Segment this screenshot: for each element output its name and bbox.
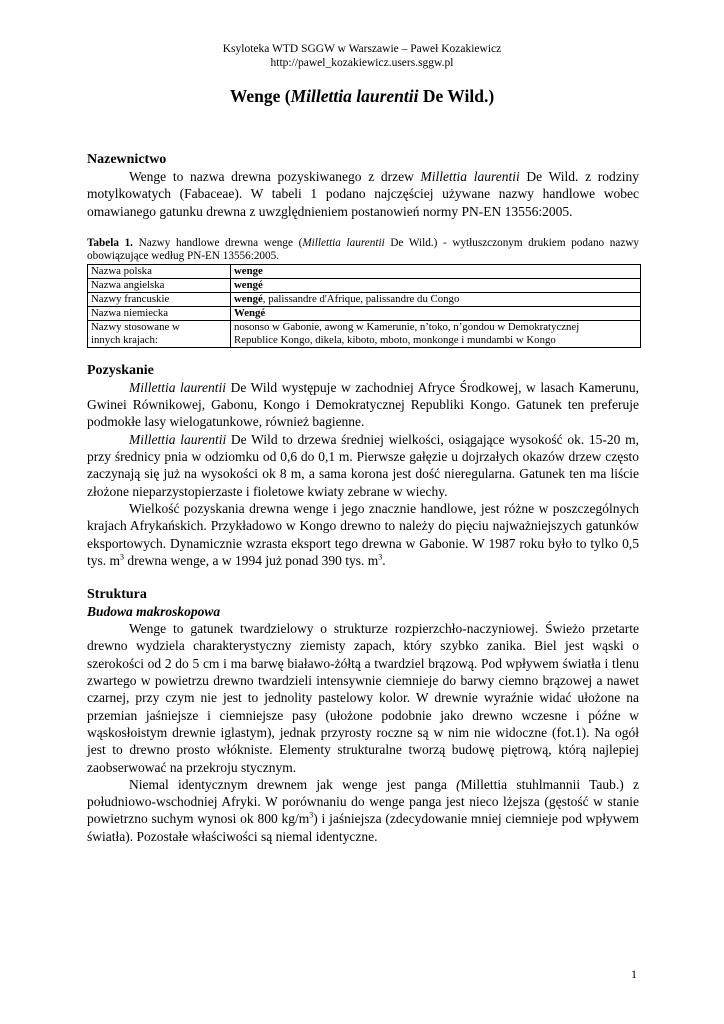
section-heading-pozyskanie: Pozyskanie	[87, 362, 154, 378]
text-run: ) i jaśniejsza (zdecydowanie mniej ciemnieje pod wpływem światła). Pozostałe właściwości są niemal identyczne.	[87, 811, 640, 844]
table-cell-value	[231, 320, 641, 347]
table-caption	[87, 237, 639, 263]
title-author: De Wild.)	[418, 86, 495, 106]
table-cell-label: Nazwy francuskie	[88, 292, 231, 306]
superscript: 3	[309, 810, 314, 820]
official-name: Wengé	[234, 306, 266, 319]
paragraph	[87, 379, 639, 431]
table-row	[88, 320, 641, 347]
table-row	[88, 292, 641, 306]
caption-label: Tabela 1.	[87, 236, 133, 249]
text-run: .	[382, 552, 386, 568]
text-run: Wenge to nazwa drewna pozyskiwanego z drzew	[129, 169, 421, 184]
paragraph	[87, 168, 639, 220]
header-line-1: Ksyloteka WTD SGGW w Warszawie – Paweł Kozakiewicz	[222, 43, 502, 55]
table-row	[88, 306, 641, 320]
latin-name: Millettia laurentii	[129, 379, 227, 395]
document-title	[0, 85, 724, 107]
paragraph	[87, 431, 639, 500]
text-run: Nazwy handlowe drewna wenge (	[132, 236, 303, 249]
superscript: 3	[120, 552, 125, 562]
text-run: De Wild występuje w zachodniej Afryce Środkowej, w lasach Kamerunu, Gwinei Równikowej, Gabonu, Kongo i Demokratycznej Republiki Kongo. Gatunek ten preferuje podmokłe lasy wielogatunkowe, również bagienne.	[87, 379, 640, 430]
table-row	[88, 264, 641, 278]
official-name: wengé	[234, 292, 263, 305]
title-text: Wenge (	[229, 86, 291, 106]
table-cell-label: Nazwa niemiecka	[88, 306, 231, 320]
value-line: nosonso w Gabonie, awong w Kamerunie, n’toko, n’gondou w Demokratycznej	[234, 320, 580, 333]
other-names: , palissandre d'Afrique, palissandre du Congo	[262, 292, 460, 305]
text-run: De Wild. z rodziny motylkowatych (Fabaceae). W tabeli 1 podano najczęściej używane nazwy handlowe wobec omawianego gatunku drewna z uwzględnieniem postanowień normy PN-EN 13556:2005.	[87, 169, 639, 219]
text-run: De Wild.) - wytłuszczonym drukiem podano nazwy obowiązujące według PN-EN 13556:2005.	[87, 236, 640, 262]
section-heading-nazewnictwo: Nazewnictwo	[87, 152, 167, 167]
text-run: Wielkość pozyskania drewna wenge i jego znacznie handlowe, jest różne w poszczególnych krajach Afrykańskich. Przykładowo w Kongo drewno to należy do pięciu najważniejszych gatunków eksportowych. Dynamicznie wzrasta eksport tego drewna w Gabonie. W 1987 roku było to tylko 0,5 tys. m	[87, 500, 639, 568]
table-row	[88, 278, 641, 292]
subsection-heading-budowa: Budowa makroskopowa	[87, 604, 221, 620]
value-line: Republice Kongo, dikela, kiboto, mboto, monkonge i mundambi w Kongo	[234, 333, 556, 346]
text-run: (	[456, 776, 461, 792]
table-cell-label: Nazwa polska	[88, 264, 231, 278]
official-name: wengé	[234, 278, 263, 291]
paragraph	[87, 500, 639, 569]
latin-name: Millettia laurentii	[129, 431, 227, 447]
table-cell-label: Nazwa angielska	[88, 278, 231, 292]
label-line: innych krajach:	[91, 333, 158, 346]
table-cell-value	[231, 306, 641, 320]
table-cell-value	[231, 292, 641, 306]
paragraph	[87, 776, 639, 845]
label-line: Nazwy stosowane w	[91, 320, 180, 333]
paragraph: Wenge to gatunek twardzielowy o strukturze rozpierzchło-naczyniowej. Świeżo przetarte drewno wydziela charakterystyczny ziemisty zapach, który szybko zanika. Biel jest wąski o szerokości od 2 do 5 cm i ma barwę białawo-żółtą a twardziel brązową. Pod wpływem światła i tlenu zwartego w powietrzu drewno twardzieli intensywnie ciemnieje do barwy ciemno brązowej a nawet czarnej, przy czym nie jest to jednolity pastelowy kolor. W drewnie wyraźnie widać ułożone na przemian jaśniejsze i ciemniejsze pasy (ułożone podobnie jako drewno wczesne i późne w wąskosłoistym drewnie iglastym), jednak przyrosty roczne są w nim nie widoczne (fot.1). Na ogół jest to drewno prosto włókniste. Elementy strukturalne tworzą budowę piętrową, którą najlepiej zaobserwować na przekroju stycznym.	[87, 621, 639, 775]
official-name: wenge	[234, 264, 263, 277]
latin-name: Millettia laurentii	[302, 236, 385, 249]
text-run: Niemal identycznym drewnem jak wenge jest panga	[129, 776, 457, 792]
superscript: 3	[378, 552, 383, 562]
table-cell-label	[88, 320, 231, 347]
table-cell-value	[231, 264, 641, 278]
text-run: drewna wenge, a w 1994 już ponad 390 tys. m	[124, 552, 379, 568]
page-header	[0, 42, 724, 70]
header-url: http://pawel_kozakiewicz.users.sggw.pl	[270, 57, 454, 69]
page-number: 1	[631, 967, 637, 981]
text-run: De Wild to drzewa średniej wielkości, osiągające wysokość ok. 15-20 m, przy średnicy pnia w odziomku od 0,6 do 0,1 m. Pierwsze gałęzie u dojrzałych okazów drzew często zaczynają się już na wysokości ok 8 m, a sama korona jest dość nieregularna. Gatunek ten ma liście złożone nieparzystopierzaste i fioletowe kwiaty zebrane w wiechy.	[87, 431, 639, 499]
table-cell-value	[231, 278, 641, 292]
latin-name: Millettia laurentii	[420, 169, 520, 184]
text-run: Millettia stuhlmannii Taub.) z południowo-wschodniej Afryki. W porównaniu do wenge panga jest nieco lżejsza (gęstość w stanie powietrzno suchym wynosi ok 800 kg/m	[87, 776, 639, 827]
section-heading-struktura: Struktura	[87, 587, 147, 603]
trade-names-table	[87, 264, 641, 348]
document-body	[87, 151, 639, 845]
title-latin-name: Millettia laurentii	[290, 86, 419, 106]
